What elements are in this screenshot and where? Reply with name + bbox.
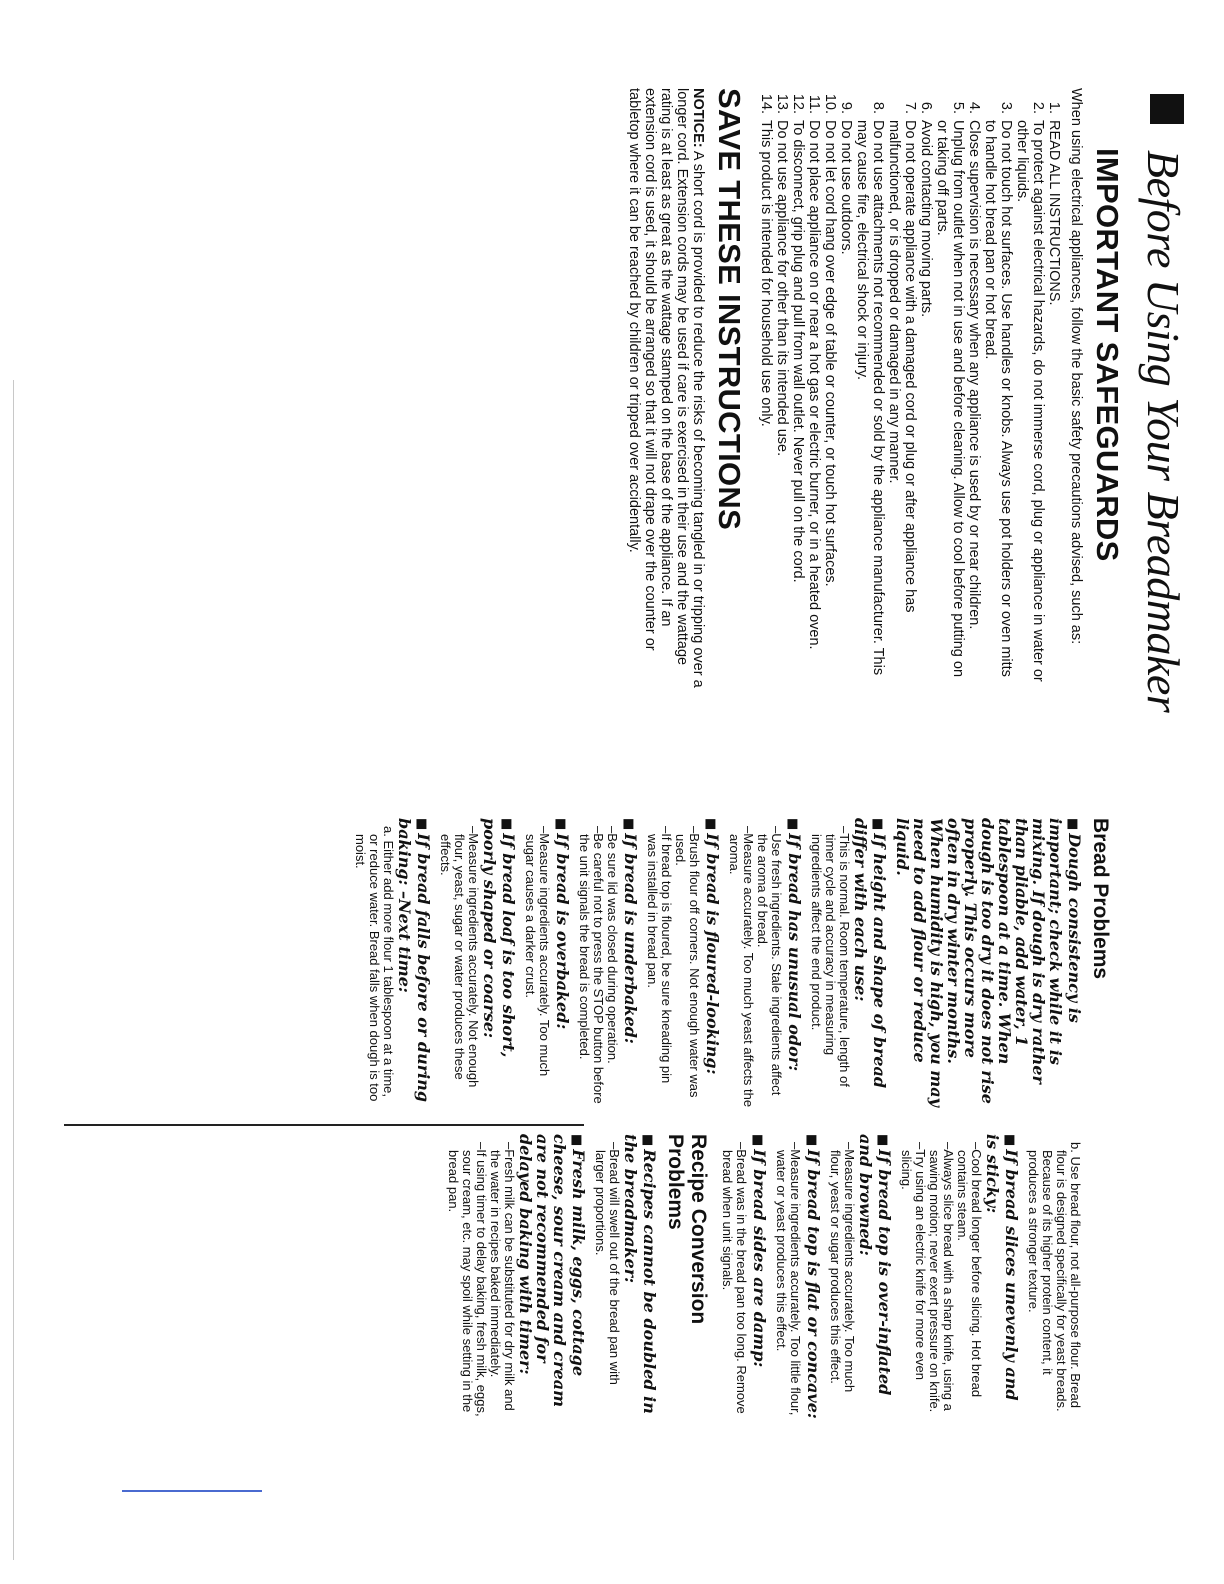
column-divider (64, 1124, 584, 1126)
problem-answer: –This is normal. Room temperature, length of timer cycle and accuracy in measuring ingredients affect the end product. (809, 826, 852, 1087)
safeguard-item (758, 88, 774, 688)
bread-problems-title: Bread Problems (1089, 818, 1112, 980)
notice-text: A short cord is provided to reduce the risks of becoming tangled in or tripping over a longer cord. Extension cords may be used if care is exercised in their use and the wattage rating is at least as great as the wattage stamped on the base of the appliance. If an extension cord is used, it should be arranged so that it will not drape over the counter or tabletop where it can be reached by children or tripped over accidentally. (626, 88, 706, 688)
problem-heading (552, 818, 571, 1108)
problem-answer: b. Use bread flour, not all-purpose flour. Bread flour is designed specifically for yeast breads. Because of its higher protein content, it produces a stronger texture. (1026, 1142, 1083, 1412)
problem-answer: –Bread was in the bread pan too long. Remove bread when unit signals. (720, 1142, 749, 1414)
safeguard-text: READ ALL INSTRUCTIONS. (1046, 120, 1062, 306)
safeguard-item (854, 88, 886, 688)
safeguard-number: 9. (838, 101, 854, 114)
bread-problems-column-1 (353, 818, 1112, 1108)
problem-heading (481, 818, 517, 1108)
bullet-icon: ■ (569, 1134, 584, 1147)
problem-question: If bread top is over-inflated and browned: (856, 1134, 894, 1396)
safeguard-item (918, 88, 934, 688)
safeguard-text: Avoid contacting moving parts. (918, 120, 934, 318)
problem-answer: –Cool bread longer before slicing. Hot bread contains steam. (955, 1142, 984, 1398)
bullet-icon: ■ (414, 818, 429, 831)
safeguard-text: Unplug from outlet when not in use and before cleaning. Allow to cool before putting on or taking off parts. (934, 120, 966, 678)
notice-label: NOTICE: (690, 88, 706, 148)
safeguard-text: To disconnect, grip plug and pull from wall outlet. Never pull on the cord. (790, 120, 806, 583)
safeguards-intro: When using electrical appliances, follow the basic safety precautions advised, such as: (1068, 88, 1084, 645)
problem-answer: –Be careful not to press the STOP button before the unit signals the bread is completed. (577, 826, 606, 1104)
problem-heading (984, 1134, 1020, 1419)
safeguard-item (838, 88, 854, 688)
problem-question: If height and shape of bread differ with each use: (851, 818, 889, 1089)
safeguard-item (934, 88, 966, 688)
problem-answer: –Measure ingredients accurately. Too much flour, yeast or sugar produces this effect. (828, 1142, 857, 1393)
bread-problems-list-2 (720, 1134, 1082, 1419)
safeguard-item (982, 88, 1014, 688)
safeguard-text: Close supervision is necessary when any appliance is used by or near children. (966, 120, 982, 630)
safeguard-text: To protect against electrical hazards, do not immerse cord, plug or appliance in water or other liquids. (1014, 120, 1046, 682)
save-instructions-title: SAVE THESE INSTRUCTIONS (712, 88, 747, 531)
problem-question: If bread sides are damp: (750, 1149, 769, 1368)
problem-question: Recipes cannot be doubled in the breadmaker: (621, 1134, 659, 1414)
bullet-icon: ■ (870, 818, 885, 831)
problem-heading (517, 1134, 587, 1419)
bullet-icon: ■ (875, 1134, 890, 1147)
problem-question: If bread is underbaked: (621, 833, 640, 1044)
recipe-problems-list (446, 1134, 658, 1419)
bread-problems-list-1 (353, 818, 1083, 1108)
problem-answer: –Measure ingredients accurately. Too little flour, water or yeast produces this effect. (774, 1142, 803, 1416)
bullet-icon: ■ (621, 818, 636, 831)
problem-heading (749, 1134, 768, 1419)
problem-answer: –If bread top is floured, be sure kneading pin was installed in bread pan. (645, 826, 674, 1084)
safeguard-number: 8. (870, 101, 886, 114)
safeguard-number: 1. (1046, 101, 1062, 114)
bullet-icon: ■ (750, 1134, 765, 1147)
bullet-icon: ■ (1065, 818, 1080, 831)
page-title: Before Using Your Breadmaker (1138, 150, 1189, 713)
safeguard-text: Do not use appliance for other than its intended use. (774, 120, 790, 457)
problem-answer: –Always slice bread with a sharp knife, using a sawing motion; never exert pressure on knife. (927, 1142, 956, 1413)
safeguard-text: Do not place appliance on or near a hot gas or electric burner, or in a heated oven. (806, 120, 822, 650)
safeguard-item (886, 88, 918, 688)
notice-paragraph (626, 88, 706, 688)
safeguard-number: 6. (918, 101, 934, 114)
safeguard-number: 11. (806, 94, 822, 114)
safeguard-item (806, 88, 822, 688)
problem-question: Fresh milk, eggs, cottage cheese, sour cream and cream are not recommended for delayed baking with timer: (516, 1134, 588, 1407)
problem-question: If bread slices unevenly and is sticky: (983, 1134, 1021, 1401)
bullet-icon: ■ (553, 818, 568, 831)
bullet-icon: ■ (785, 818, 800, 831)
safeguard-item (822, 88, 838, 688)
safeguard-number: 4. (966, 101, 982, 114)
bullet-icon: ■ (703, 818, 718, 831)
safeguard-text: Do not use attachments not recommended or sold by the appliance manufacturer. This may cause fire, electrical shock or injury. (854, 120, 886, 676)
bullet-icon: ■ (499, 818, 514, 831)
bullet-icon: ■ (804, 1134, 819, 1147)
safeguards-section (626, 88, 1124, 688)
safeguard-number: 3. (998, 101, 1014, 114)
page-edge (13, 380, 14, 1560)
problem-heading (894, 818, 1083, 1108)
problem-question: If bread falls before or during baking: –Next time: (395, 818, 433, 1103)
problem-answer: –Measure accurately. Too much yeast affects the aroma. (727, 826, 756, 1108)
safeguard-number: 7. (902, 101, 918, 114)
safeguard-text: Do not touch hot surfaces. Use handles or knobs. Always use pot holders or oven mitts to handle hot bread pan or hot bread. (982, 120, 1014, 677)
problem-question: If bread is overbaked: (553, 833, 572, 1030)
safeguard-text: This product is intended for household use only. (758, 120, 774, 427)
section-marker (1150, 94, 1184, 124)
problem-question: If bread top is flat or concave: (804, 1149, 823, 1419)
problem-heading (396, 818, 432, 1108)
problem-heading (857, 1134, 893, 1419)
bullet-icon: ■ (1002, 1134, 1017, 1147)
problem-answer: –Use fresh ingredients. Stale ingredients affect the aroma of bread. (755, 826, 784, 1096)
problem-answer: a. Either add more flour 1 tablespoon at a time, or reduce water. Bread falls when dough is too moist. (353, 826, 396, 1102)
safeguard-text: Do not operate appliance with a damaged cord or plug or after appliance has malfunctioned, or is dropped or damaged in any manner. (886, 120, 918, 613)
problem-answer: –Fresh milk can be substituted for dry milk and the water in recipes baked immediately. (488, 1142, 517, 1411)
safeguard-item (1014, 88, 1046, 688)
safeguard-number: 13. (774, 93, 790, 114)
safeguard-number: 12. (790, 93, 806, 114)
problem-question: Dough consistency is important; check while it is mixing. If dough is dry rather than pliable, add water, 1 tablespoon at a time. When dough is too dry it does not rise properly. This occurs more often in dry winter months. When humidity is high, you may need to add flour or reduce liquid. (893, 818, 1084, 1107)
problem-answer: –If using timer to delay baking, fresh milk, eggs, sour cream, etc. may spoil while setting in the bread pan. (446, 1142, 489, 1417)
problem-answer: –Be sure lid was closed during operation. (605, 826, 620, 1064)
safeguards-title: IMPORTANT SAFEGUARDS (1090, 148, 1125, 562)
bullet-icon: ■ (640, 1134, 655, 1147)
safeguard-item (790, 88, 806, 688)
problem-answer: –Brush flour off corners. Not enough water was used. (673, 826, 702, 1098)
safeguard-number: 2. (1030, 101, 1046, 114)
problem-answer: –Measure ingredients accurately. Too much sugar causes a darker crust. (523, 826, 552, 1077)
problem-heading (622, 1134, 658, 1419)
problem-heading (702, 818, 721, 1108)
problem-answer: –Bread will swell out of the bread pan with larger proportions. (593, 1142, 622, 1385)
problem-answer: –Try using an electric knife for more even slicing. (899, 1142, 928, 1380)
safeguards-list (758, 88, 1062, 688)
safeguard-item (1046, 88, 1062, 688)
safeguard-number: 10. (822, 93, 838, 114)
problem-question: If bread loaf is too short, poorly shaped or coarse: (480, 818, 518, 1058)
safeguard-item (966, 88, 982, 688)
safeguard-number: 5. (950, 101, 966, 114)
problem-heading (620, 818, 639, 1108)
margin-mark (122, 1490, 262, 1492)
safeguard-text: Do not let cord hang over edge of table or counter, or touch hot surfaces. (822, 120, 838, 587)
safeguard-number: 14. (758, 93, 774, 114)
recipe-problems-title: Recipe Conversion Problems (664, 1134, 710, 1325)
problem-heading (803, 1134, 822, 1419)
problem-heading (784, 818, 803, 1108)
problem-heading (852, 818, 888, 1108)
bread-problems-column-2 (446, 1134, 1082, 1419)
problem-answer: –Measure ingredients accurately. Not enough flour, yeast, sugar or water produces these effects. (438, 826, 481, 1088)
problem-question: If bread is floured-looking: (703, 833, 722, 1075)
problem-question: If bread has unusual odor: (785, 833, 804, 1072)
safeguard-item (774, 88, 790, 688)
safeguard-text: Do not use outdoors. (838, 120, 854, 255)
